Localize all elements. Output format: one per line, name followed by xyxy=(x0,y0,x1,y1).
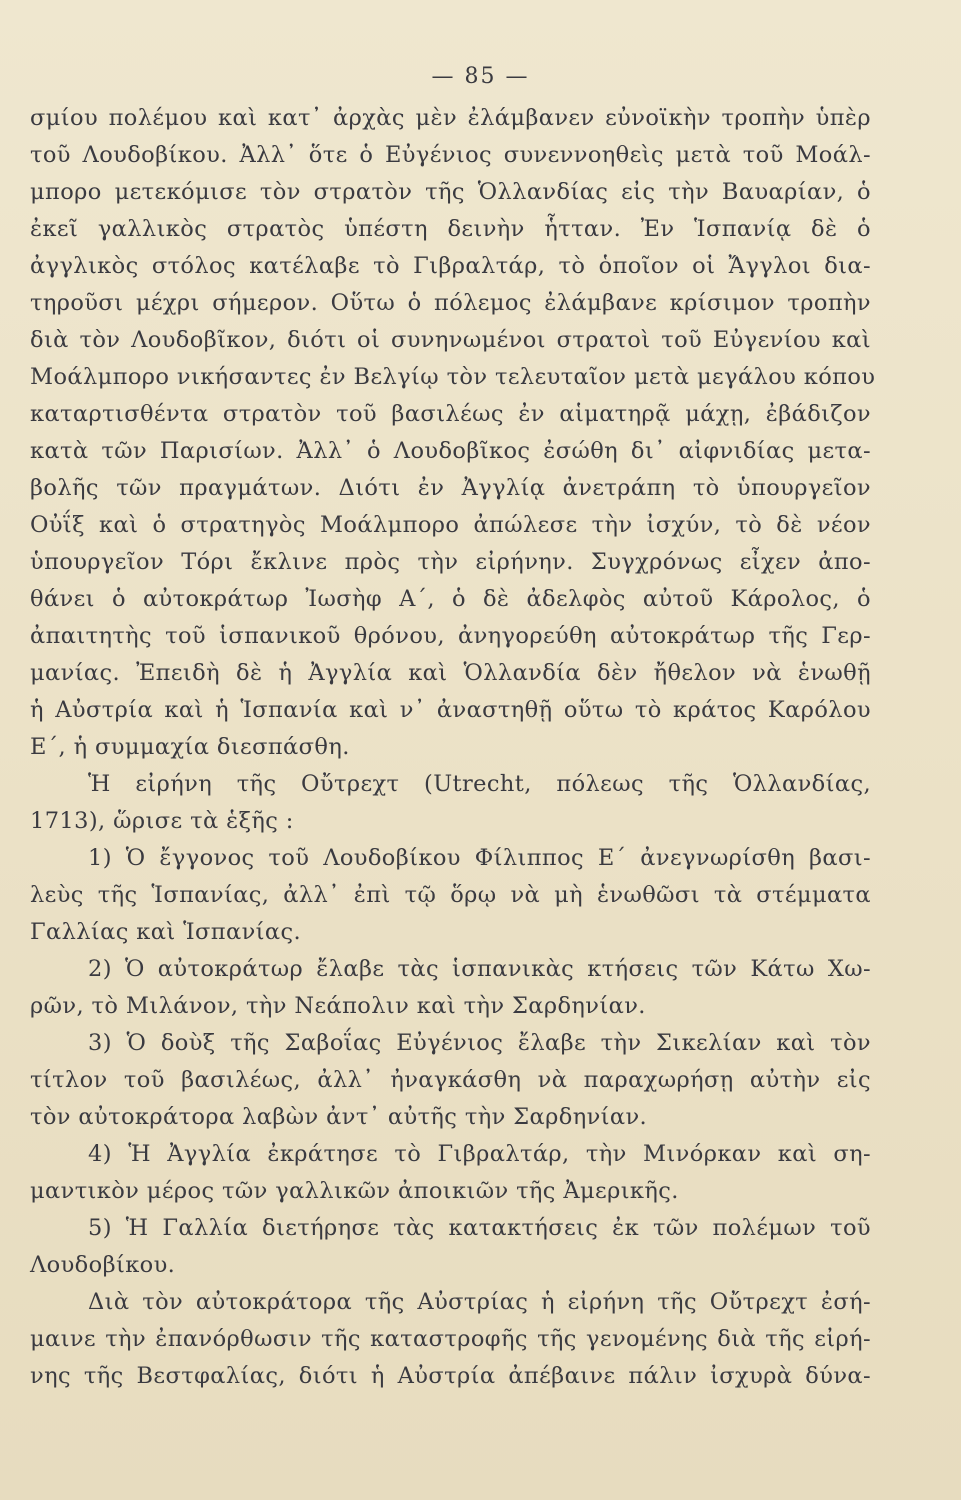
text-line: μπορο μετεκόμισε τὸν στρατὸν τῆς Ὁλλανδίας εἰς τὴν Βαυαρίαν, ὁ xyxy=(30,179,871,205)
text-line: ἐκεῖ γαλλικὸς στρατὸς ὑπέστη δεινὴν ἧτταν. Ἐν Ἱσπανίᾳ δὲ ὁ xyxy=(30,216,871,242)
text-line: μαντικὸν μέρος τῶν γαλλικῶν ἀποικιῶν τῆς Ἀμερικῆς. xyxy=(30,1178,679,1204)
text-line: ἡ Αὐστρία καὶ ἡ Ἱσπανία καὶ ν᾽ ἀναστηθῇ οὕτω τὸ κράτος Καρόλου xyxy=(30,697,871,723)
text-line: τὸν αὐτοκράτορα λαβὼν ἀντ᾽ αὐτῆς τὴν Σαρδηνίαν. xyxy=(30,1104,648,1130)
text-line: βολῆς τῶν πραγμάτων. Διότι ἐν Ἀγγλίᾳ ἀνετράπη τὸ ὑπουργεῖον xyxy=(30,475,871,501)
text-line: ἀγγλικὸς στόλος κατέλαβε τὸ Γιβραλτάρ, τὸ ὁποῖον οἱ Ἄγγλοι δια- xyxy=(30,253,871,279)
text-line: ὑπουργεῖον Τόρι ἔκλινε πρὸς τὴν εἰρήνην. Συγχρόνως εἶχεν ἀπο- xyxy=(30,549,871,575)
text-line: 5) Ἡ Γαλλία διετήρησε τὰς κατακτήσεις ἐκ τῶν πολέμων τοῦ xyxy=(88,1215,871,1241)
text-line: κατὰ τῶν Παρισίων. Ἀλλ᾽ ὁ Λουδοβῖκος ἐσώθη δι᾽ αἰφνιδίας μετα- xyxy=(30,438,871,464)
text-line: 1713), ὥρισε τὰ ἑξῆς : xyxy=(30,808,294,834)
text-line: τηροῦσι μέχρι σήμερον. Οὕτω ὁ πόλεμος ἐλάμβανε κρίσιμον τροπὴν xyxy=(30,290,871,316)
text-line: 1) Ὁ ἔγγονος τοῦ Λουδοβίκου Φίλιππος Ε΄ ἀνεγνωρίσθη βασι- xyxy=(88,845,871,871)
text-line: μανίας. Ἐπειδὴ δὲ ἡ Ἀγγλία καὶ Ὁλλανδία δὲν ἤθελον νὰ ἑνωθῇ xyxy=(30,660,871,686)
text-line: Γαλλίας καὶ Ἱσπανίας. xyxy=(30,919,302,945)
text-line: 4) Ἡ Ἀγγλία ἐκράτησε τὸ Γιβραλτάρ, τὴν Μινόρκαν καὶ ση- xyxy=(88,1141,871,1167)
text-line: σμίου πολέμου καὶ κατ᾽ ἀρχὰς μὲν ἐλάμβανεν εὐνοϊκὴν τροπὴν ὑπὲρ xyxy=(30,105,871,131)
text-line: Λουδοβίκου. xyxy=(30,1252,176,1278)
text-line: Μοάλμπορο νικήσαντες ἐν Βελγίῳ τὸν τελευταῖον μετὰ μεγάλου κόπου xyxy=(30,364,876,390)
text-line: διὰ τὸν Λουδοβῖκον, διότι οἱ συνηνωμένοι στρατοὶ τοῦ Εὐγενίου καὶ xyxy=(30,327,871,353)
text-line: 3) Ὁ δοὺξ τῆς Σαβοΐας Εὐγένιος ἔλαβε τὴν Σικελίαν καὶ τὸν xyxy=(88,1030,871,1056)
text-line: 2) Ὁ αὐτοκράτωρ ἔλαβε τὰς ἱσπανικὰς κτήσεις τῶν Κάτω Χω- xyxy=(88,956,871,982)
text-line: ἀπαιτητὴς τοῦ ἱσπανικοῦ θρόνου, ἀνηγορεύθη αὐτοκράτωρ τῆς Γερ- xyxy=(30,623,871,649)
text-line: τίτλον τοῦ βασιλέως, ἀλλ᾽ ἠναγκάσθη νὰ παραχωρήσῃ αὐτὴν εἰς xyxy=(30,1067,871,1093)
text-line: Ε΄, ἡ συμμαχία διεσπάσθη. xyxy=(30,734,350,760)
page-number: — 85 — xyxy=(431,64,530,89)
text-line: ρῶν, τὸ Μιλάνον, τὴν Νεάπολιν καὶ τὴν Σαρδηνίαν. xyxy=(30,993,646,1019)
text-line: Διὰ τὸν αὐτοκράτορα τῆς Αὐστρίας ἡ εἰρήνη τῆς Οὔτρεχτ ἐσή- xyxy=(88,1289,871,1315)
text-line: Οὐΐξ καὶ ὁ στρατηγὸς Μοάλμπορο ἀπώλεσε τὴν ἰσχύν, τὸ δὲ νέον xyxy=(30,512,871,538)
text-line: Ἡ εἰρήνη τῆς Οὔτρεχτ (Utrecht, πόλεως τῆς Ὁλλανδίας, xyxy=(88,771,871,797)
text-line: μαινε τὴν ἐπανόρθωσιν τῆς καταστροφῆς τῆς γενομένης διὰ τῆς εἰρή- xyxy=(30,1326,871,1352)
text-line: καταρτισθέντα στρατὸν τοῦ βασιλέως ἐν αἱματηρᾷ μάχῃ, ἐβάδιζον xyxy=(30,401,871,427)
text-line: τοῦ Λουδοβίκου. Ἀλλ᾽ ὅτε ὁ Εὐγένιος συνεννοηθεὶς μετὰ τοῦ Μοάλ- xyxy=(30,142,871,168)
text-line: λεὺς τῆς Ἱσπανίας, ἀλλ᾽ ἐπὶ τῷ ὅρῳ νὰ μὴ ἑνωθῶσι τὰ στέμματα xyxy=(30,882,871,908)
text-line: θάνει ὁ αὐτοκράτωρ Ἰωσὴφ Α΄, ὁ δὲ ἀδελφὸς αὐτοῦ Κάρολος, ὁ xyxy=(30,586,871,612)
body-text xyxy=(30,100,876,1395)
text-line: νης τῆς Βεστφαλίας, διότι ἡ Αὐστρία ἀπέβαινε πάλιν ἰσχυρὰ δύνα- xyxy=(30,1363,871,1389)
